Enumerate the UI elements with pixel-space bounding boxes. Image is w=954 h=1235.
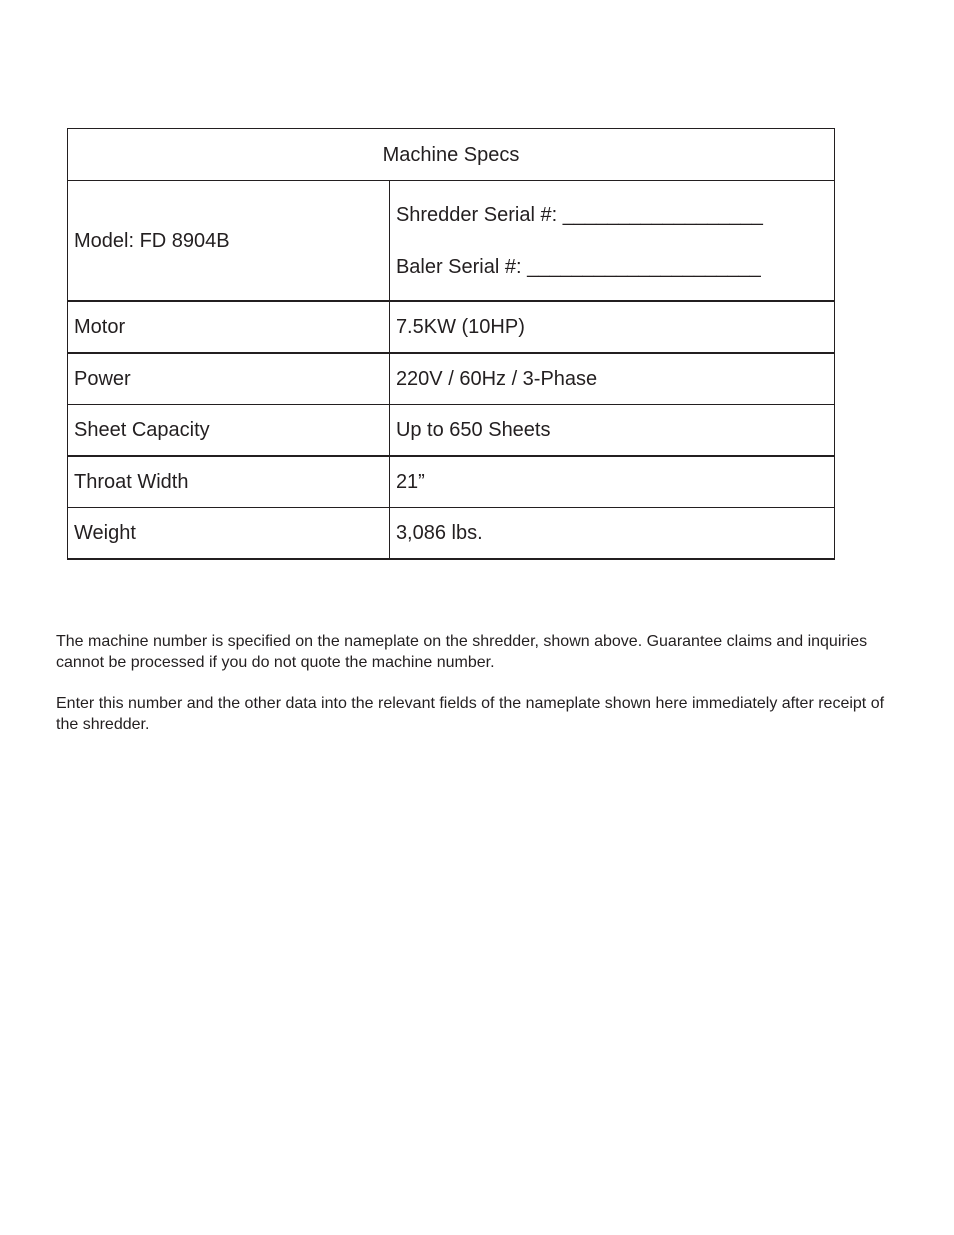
spec-label: Sheet Capacity bbox=[68, 405, 390, 457]
spec-label: Power bbox=[68, 353, 390, 405]
table-row bbox=[68, 405, 835, 457]
table-row bbox=[68, 301, 835, 353]
spec-label: Motor bbox=[68, 301, 390, 353]
table-title: Machine Specs bbox=[68, 129, 835, 181]
machine-number-note: The machine number is specified on the nameplate on the shredder, shown above. Guarantee claims and inquiries cannot be processed if you do not quote the machine number. bbox=[56, 633, 868, 671]
spec-value: 3,086 lbs. bbox=[389, 508, 834, 560]
table-row bbox=[68, 353, 835, 405]
serial-numbers-cell bbox=[389, 181, 834, 302]
table-title-row bbox=[68, 129, 835, 181]
enter-data-note: Enter this number and the other data into the relevant fields of the nameplate shown here immediately after receipt of the shredder. bbox=[56, 695, 885, 733]
baler-serial-field: Baler Serial #: _____________________ bbox=[395, 255, 761, 278]
spec-value: Up to 650 Sheets bbox=[389, 405, 834, 457]
machine-specs-table bbox=[67, 128, 835, 560]
table-row bbox=[68, 508, 835, 560]
notes-section bbox=[56, 631, 896, 755]
spec-label: Throat Width bbox=[68, 456, 390, 508]
shredder-serial-field: Shredder Serial #: __________________ bbox=[395, 203, 763, 226]
spec-label: Weight bbox=[68, 508, 390, 560]
model-row bbox=[68, 181, 835, 302]
spec-value: 7.5KW (10HP) bbox=[389, 301, 834, 353]
spec-value: 220V / 60Hz / 3-Phase bbox=[389, 353, 834, 405]
model-label: Model: FD 8904B bbox=[68, 181, 390, 302]
table-row bbox=[68, 456, 835, 508]
spec-value: 21” bbox=[389, 456, 834, 508]
